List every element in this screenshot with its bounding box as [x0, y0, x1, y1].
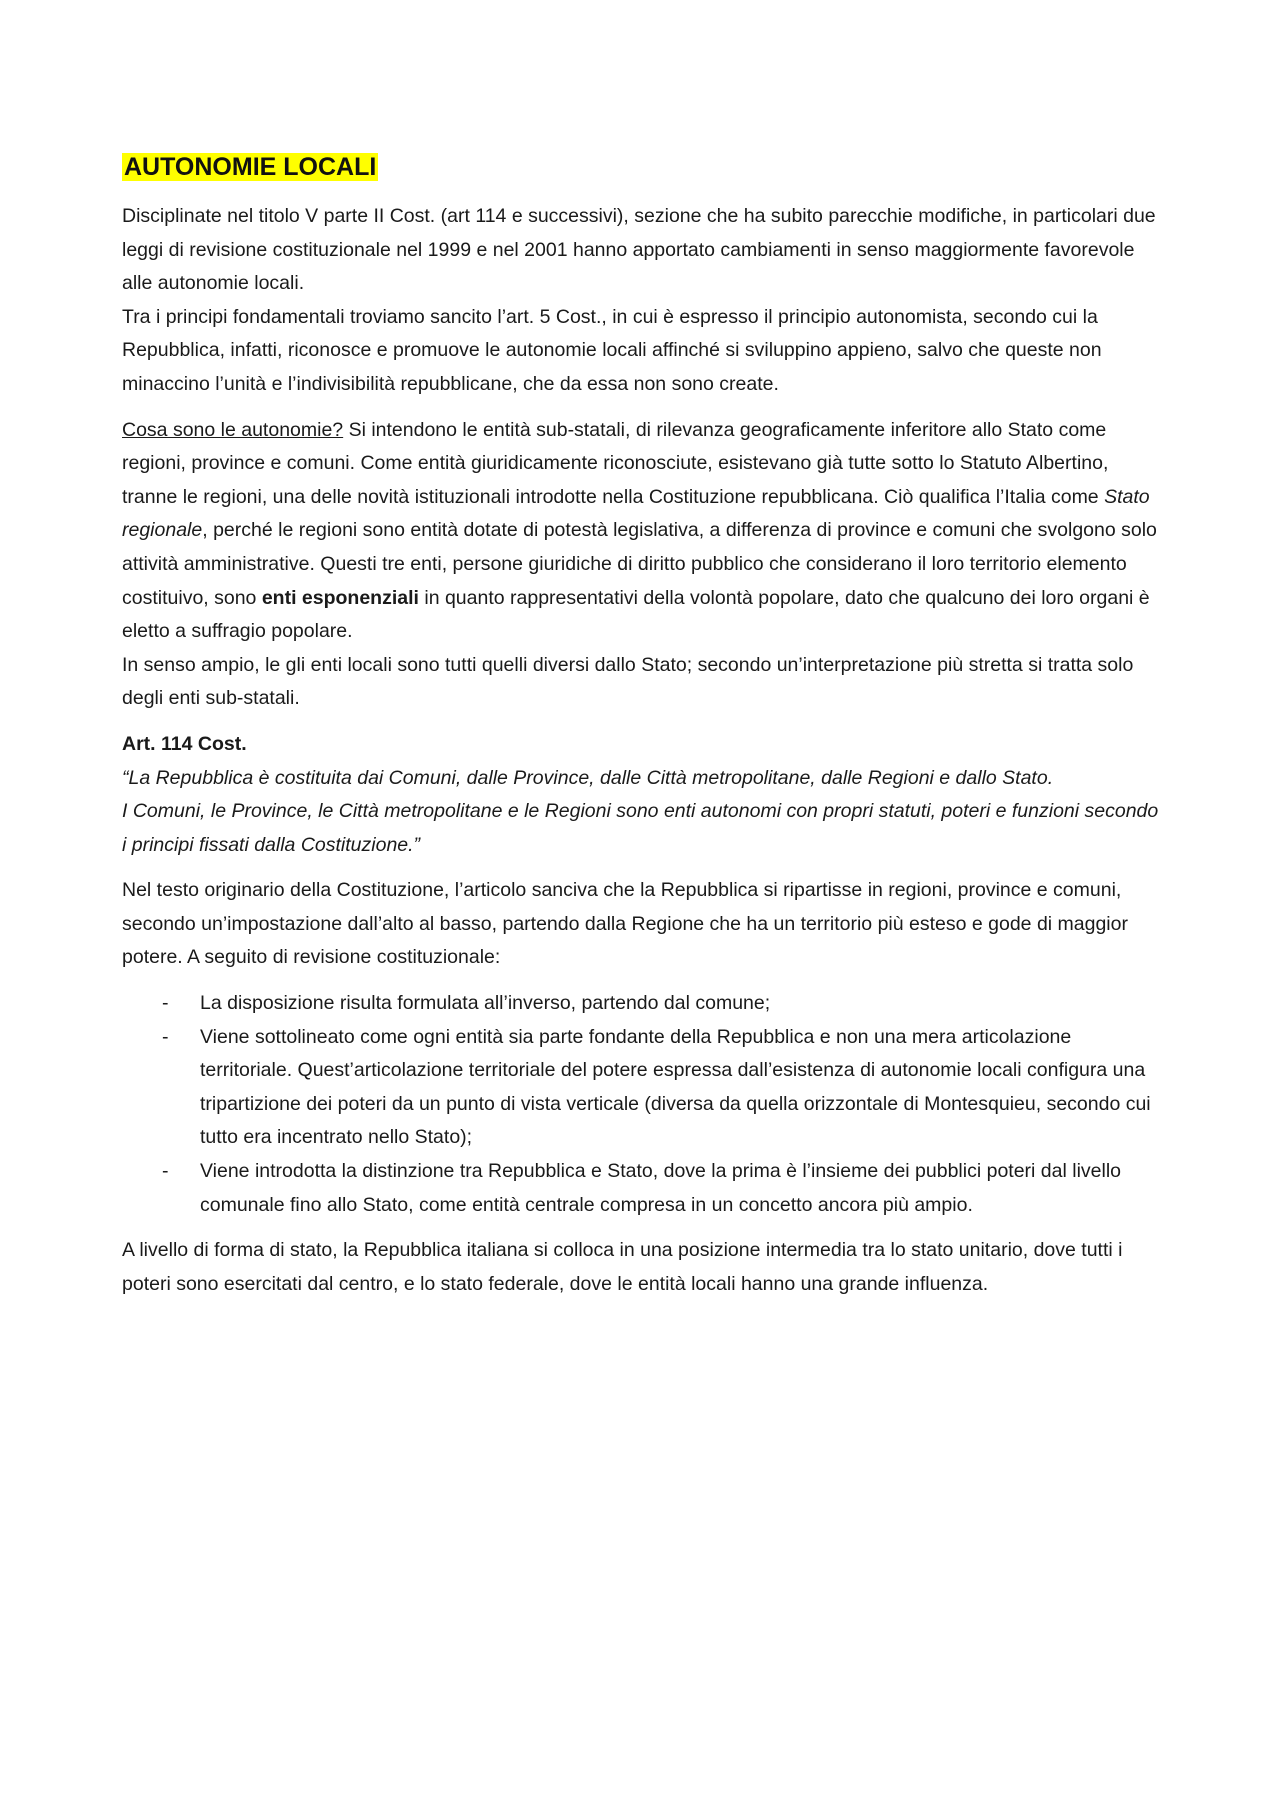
autonomie-text-b: , perché le regioni sono entità dotate di potestà legislativa, a differenza di province e comuni che svolgono solo attività amministrative. Questi tre enti, persone giuridiche di diritto pubblico che considerano il loro territorio elemento costituivo, sono: [122, 519, 1157, 609]
conclusione-paragraph: A livello di forma di stato, la Repubblica italiana si colloca in una posizione intermedia tra lo stato unitario, dove tutti i poteri sono esercitati dal centro, e lo stato federale, dove le entità locali hanno una grande influenza.: [122, 1239, 1123, 1295]
list-item: [162, 1021, 1162, 1155]
autonomie-text-a: Si intendono le entità sub-statali, di rilevanza geograficamente inferitore allo Stato come regioni, province e comuni. Come entità giuridicamente riconosciute, esistevano già tutte sotto lo Statuto Albertino, tranne le regioni, una delle novità istituzionali introdotte nella Costituzione repubblicana. Ciò qualifica l’Italia come: [122, 418, 1109, 508]
list-item-text: La disposizione risulta formulata all’inverso, partendo dal comune;: [200, 992, 771, 1015]
list-item-text: Viene sottolineato come ogni entità sia parte fondante della Repubblica e non una mera articolazione territoriale. Quest’articolazione territoriale del potere espressa dall’esistenza di autonomie locali configura una tripartizione dei poteri da un punto di vista verticale (diversa da quella orizzontale di Montesquieu, secondo cui tutto era incentrato nello Stato);: [200, 1025, 1151, 1149]
dash-bullet: -: [162, 1160, 169, 1183]
intro-sentence-1: Disciplinate nel titolo V parte II Cost. (art 114 e successivi), sezione che ha subito parecchie modifiche, in particolari due leggi di revisione costituzionale nel 1999 e nel 2001 hanno apportato cambiamenti in senso maggiormente favorevole alle autonomie locali.: [122, 205, 1156, 295]
originario-paragraph: Nel testo originario della Costituzione, l’articolo sanciva che la Repubblica si ripartisse in regioni, province e comuni, secondo un’impostazione dall’alto al basso, partendo dalla Regione che ha un territorio più esteso e gode di maggior potere. A seguito di revisione costituzionale:: [122, 879, 1128, 969]
list-item: [162, 987, 1162, 1021]
dash-bullet: -: [162, 992, 169, 1015]
dash-bullet: -: [162, 1025, 169, 1048]
art114-quote: [122, 762, 1162, 863]
autonomie-text-ampio: In senso ampio, le gli enti locali sono tutti quelli diversi dallo Stato; secondo un’interpretazione più stretta si tratta solo degli enti sub-statali.: [122, 653, 1134, 710]
list-item-text: Viene introdotta la distinzione tra Repubblica e Stato, dove la prima è l’insieme dei pubblici poteri dal livello comunale fino allo Stato, come entità centrale compresa in un concetto ancora più ampio.: [200, 1160, 1122, 1216]
art114-heading: Art. 114 Cost.: [122, 732, 247, 755]
document-title: [122, 150, 1162, 184]
intro-sentence-2: Tra i principi fondamentali troviamo sancito l’art. 5 Cost., in cui è espresso il principio autonomista, secondo cui la Repubblica, infatti, riconosce e promuove le autonomie locali affinché si sviluppino appieno, salvo che queste non minaccino l’unità e l’indivisibilità repubblicane, che da essa non sono create.: [122, 305, 1102, 395]
art114-quote-line-1: “La Repubblica è costituita dai Comuni, dalle Province, dalle Città metropolitane, dalle Regioni e dallo Stato.: [122, 766, 1054, 789]
title-highlight: AUTONOMIE LOCALI: [124, 153, 377, 181]
art114-quote-line-2: I Comuni, le Province, le Città metropolitane e le Regioni sono enti autonomi con propri statuti, poteri e funzioni secondo i principi fissati dalla Costituzione.”: [122, 800, 1159, 856]
stato-regionale-term: Stato regionale: [122, 485, 1150, 542]
document-page: [122, 150, 1162, 1313]
autonomie-question: Cosa sono le autonomie?: [122, 418, 344, 441]
intro-paragraph: [122, 200, 1162, 402]
enti-esponenziali-term: enti esponenziali: [261, 586, 419, 609]
autonomie-text-c: in quanto rappresentativi della volontà popolare, dato che qualcuno dei loro organi è eletto a suffragio popolare.: [122, 586, 1150, 643]
autonomie-paragraph: [122, 414, 1162, 716]
revision-list: [122, 987, 1162, 1222]
list-item: [162, 1155, 1162, 1222]
